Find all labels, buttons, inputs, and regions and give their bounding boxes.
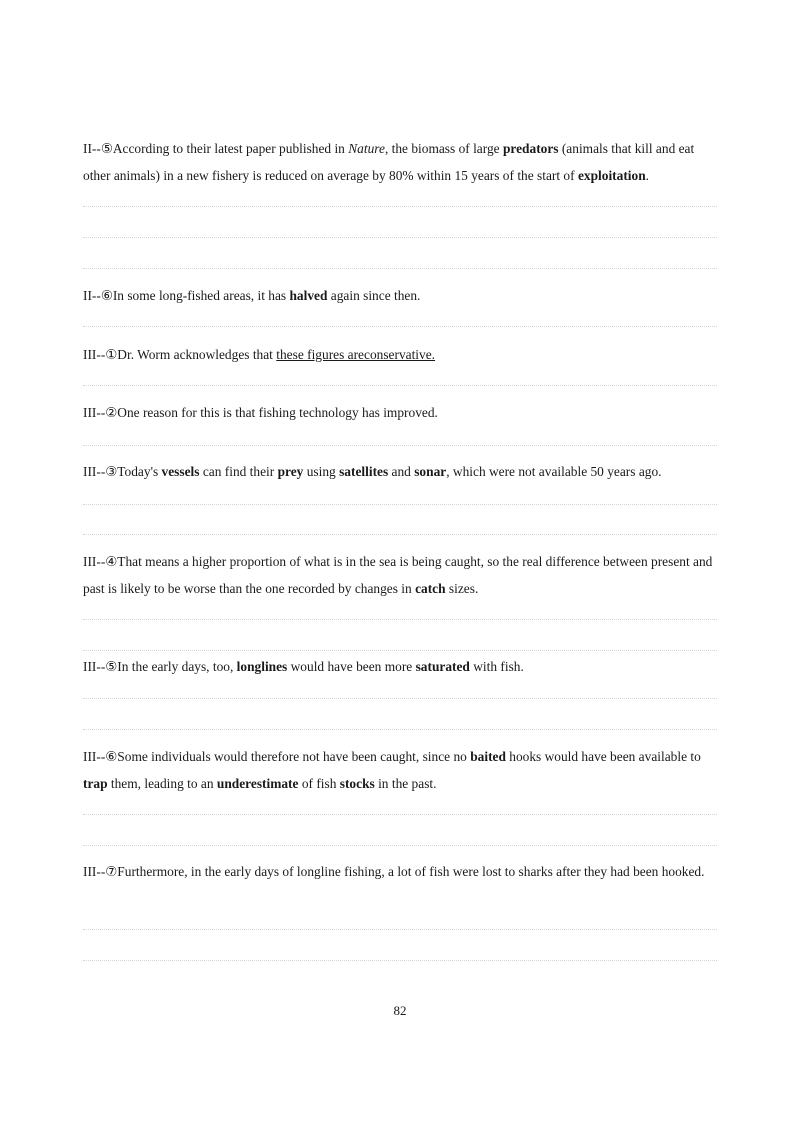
vocab-term: exploitation xyxy=(577,168,646,183)
sentence-text: III--⑥Some individuals would therefore not have been caught, since no xyxy=(83,749,471,764)
sentence-text: III--③Today's xyxy=(83,464,162,479)
vocab-term: predators xyxy=(502,141,559,156)
vocab-term: longlines xyxy=(236,659,288,674)
vocab-term: sonar xyxy=(414,464,447,479)
writing-line xyxy=(83,534,717,535)
writing-line xyxy=(83,385,717,386)
sentence-text: and xyxy=(388,464,415,479)
sentence-text: in the past. xyxy=(374,776,437,791)
sentence-text: . xyxy=(645,168,649,183)
sentence-text: can find their xyxy=(199,464,278,479)
vocab-term: vessels xyxy=(161,464,200,479)
writing-line xyxy=(83,698,717,699)
sentence-text: them, leading to an xyxy=(107,776,217,791)
sentence-text: , which were not available 50 years ago. xyxy=(446,464,662,479)
writing-line xyxy=(83,268,717,269)
writing-line xyxy=(83,619,717,620)
vocab-term: underestimate xyxy=(216,776,299,791)
writing-line xyxy=(83,504,717,505)
sentence-text: III--⑤In the early days, too, xyxy=(83,659,237,674)
vocab-term: saturated xyxy=(415,659,470,674)
sentence-text: III--②One reason for this is that fishing technology has improved. xyxy=(83,405,438,420)
writing-line xyxy=(83,445,717,446)
vocab-term: prey xyxy=(277,464,304,479)
writing-line xyxy=(83,814,717,815)
writing-line xyxy=(83,845,717,846)
sentence-text: sizes. xyxy=(445,581,479,596)
sentence-text: III--⑦Furthermore, in the early days of longline fishing, a lot of fish were lost to sharks after they had been hooked. xyxy=(83,864,705,879)
sentence-text: III--④That means a higher proportion of what is in the sea is being caught, so the real difference between present and past is likely to be worse than the one recorded by changes in xyxy=(83,554,713,596)
sentence-iii-4 xyxy=(83,548,723,602)
vocab-term: baited xyxy=(470,749,506,764)
sentence-text: using xyxy=(303,464,340,479)
vocab-term: trap xyxy=(83,776,108,791)
writing-line xyxy=(83,650,717,651)
italic-title: Nature xyxy=(348,141,385,156)
vocab-term: stocks xyxy=(339,776,375,791)
vocab-term: satellites xyxy=(339,464,389,479)
sentence-text: with fish. xyxy=(469,659,524,674)
sentence-text: III--①Dr. Worm acknowledges that xyxy=(83,347,277,362)
sentence-text: again since then. xyxy=(327,288,421,303)
page-number: 82 xyxy=(393,1003,407,1018)
writing-line xyxy=(83,326,717,327)
sentence-iii-1 xyxy=(83,341,723,368)
writing-line xyxy=(83,929,717,930)
sentence-iii-2 xyxy=(83,399,723,426)
underlined-phrase: these figures areconservative. xyxy=(276,347,436,362)
writing-line xyxy=(83,960,717,961)
writing-line xyxy=(83,237,717,238)
sentence-text: II--⑥In some long-fished areas, it has xyxy=(83,288,290,303)
sentence-text: II--⑤According to their latest paper published in xyxy=(83,141,349,156)
sentence-text: of fish xyxy=(298,776,340,791)
sentence-text: , the biomass of large xyxy=(384,141,503,156)
sentence-ii-6 xyxy=(83,282,723,309)
sentence-iii-3 xyxy=(83,458,723,485)
sentence-text: hooks would have been available to xyxy=(505,749,701,764)
sentence-iii-5 xyxy=(83,653,723,680)
sentence-iii-6 xyxy=(83,743,723,797)
writing-line xyxy=(83,206,717,207)
writing-line xyxy=(83,729,717,730)
vocab-term: catch xyxy=(415,581,446,596)
sentence-text: (animals that kill and eat other animals) in a new fishery is reduced on average by 80% within 15 years of the start of xyxy=(83,141,695,183)
vocab-term: halved xyxy=(289,288,328,303)
sentence-iii-7 xyxy=(83,858,723,885)
sentence-ii-5 xyxy=(83,135,723,189)
sentence-text: would have been more xyxy=(287,659,416,674)
